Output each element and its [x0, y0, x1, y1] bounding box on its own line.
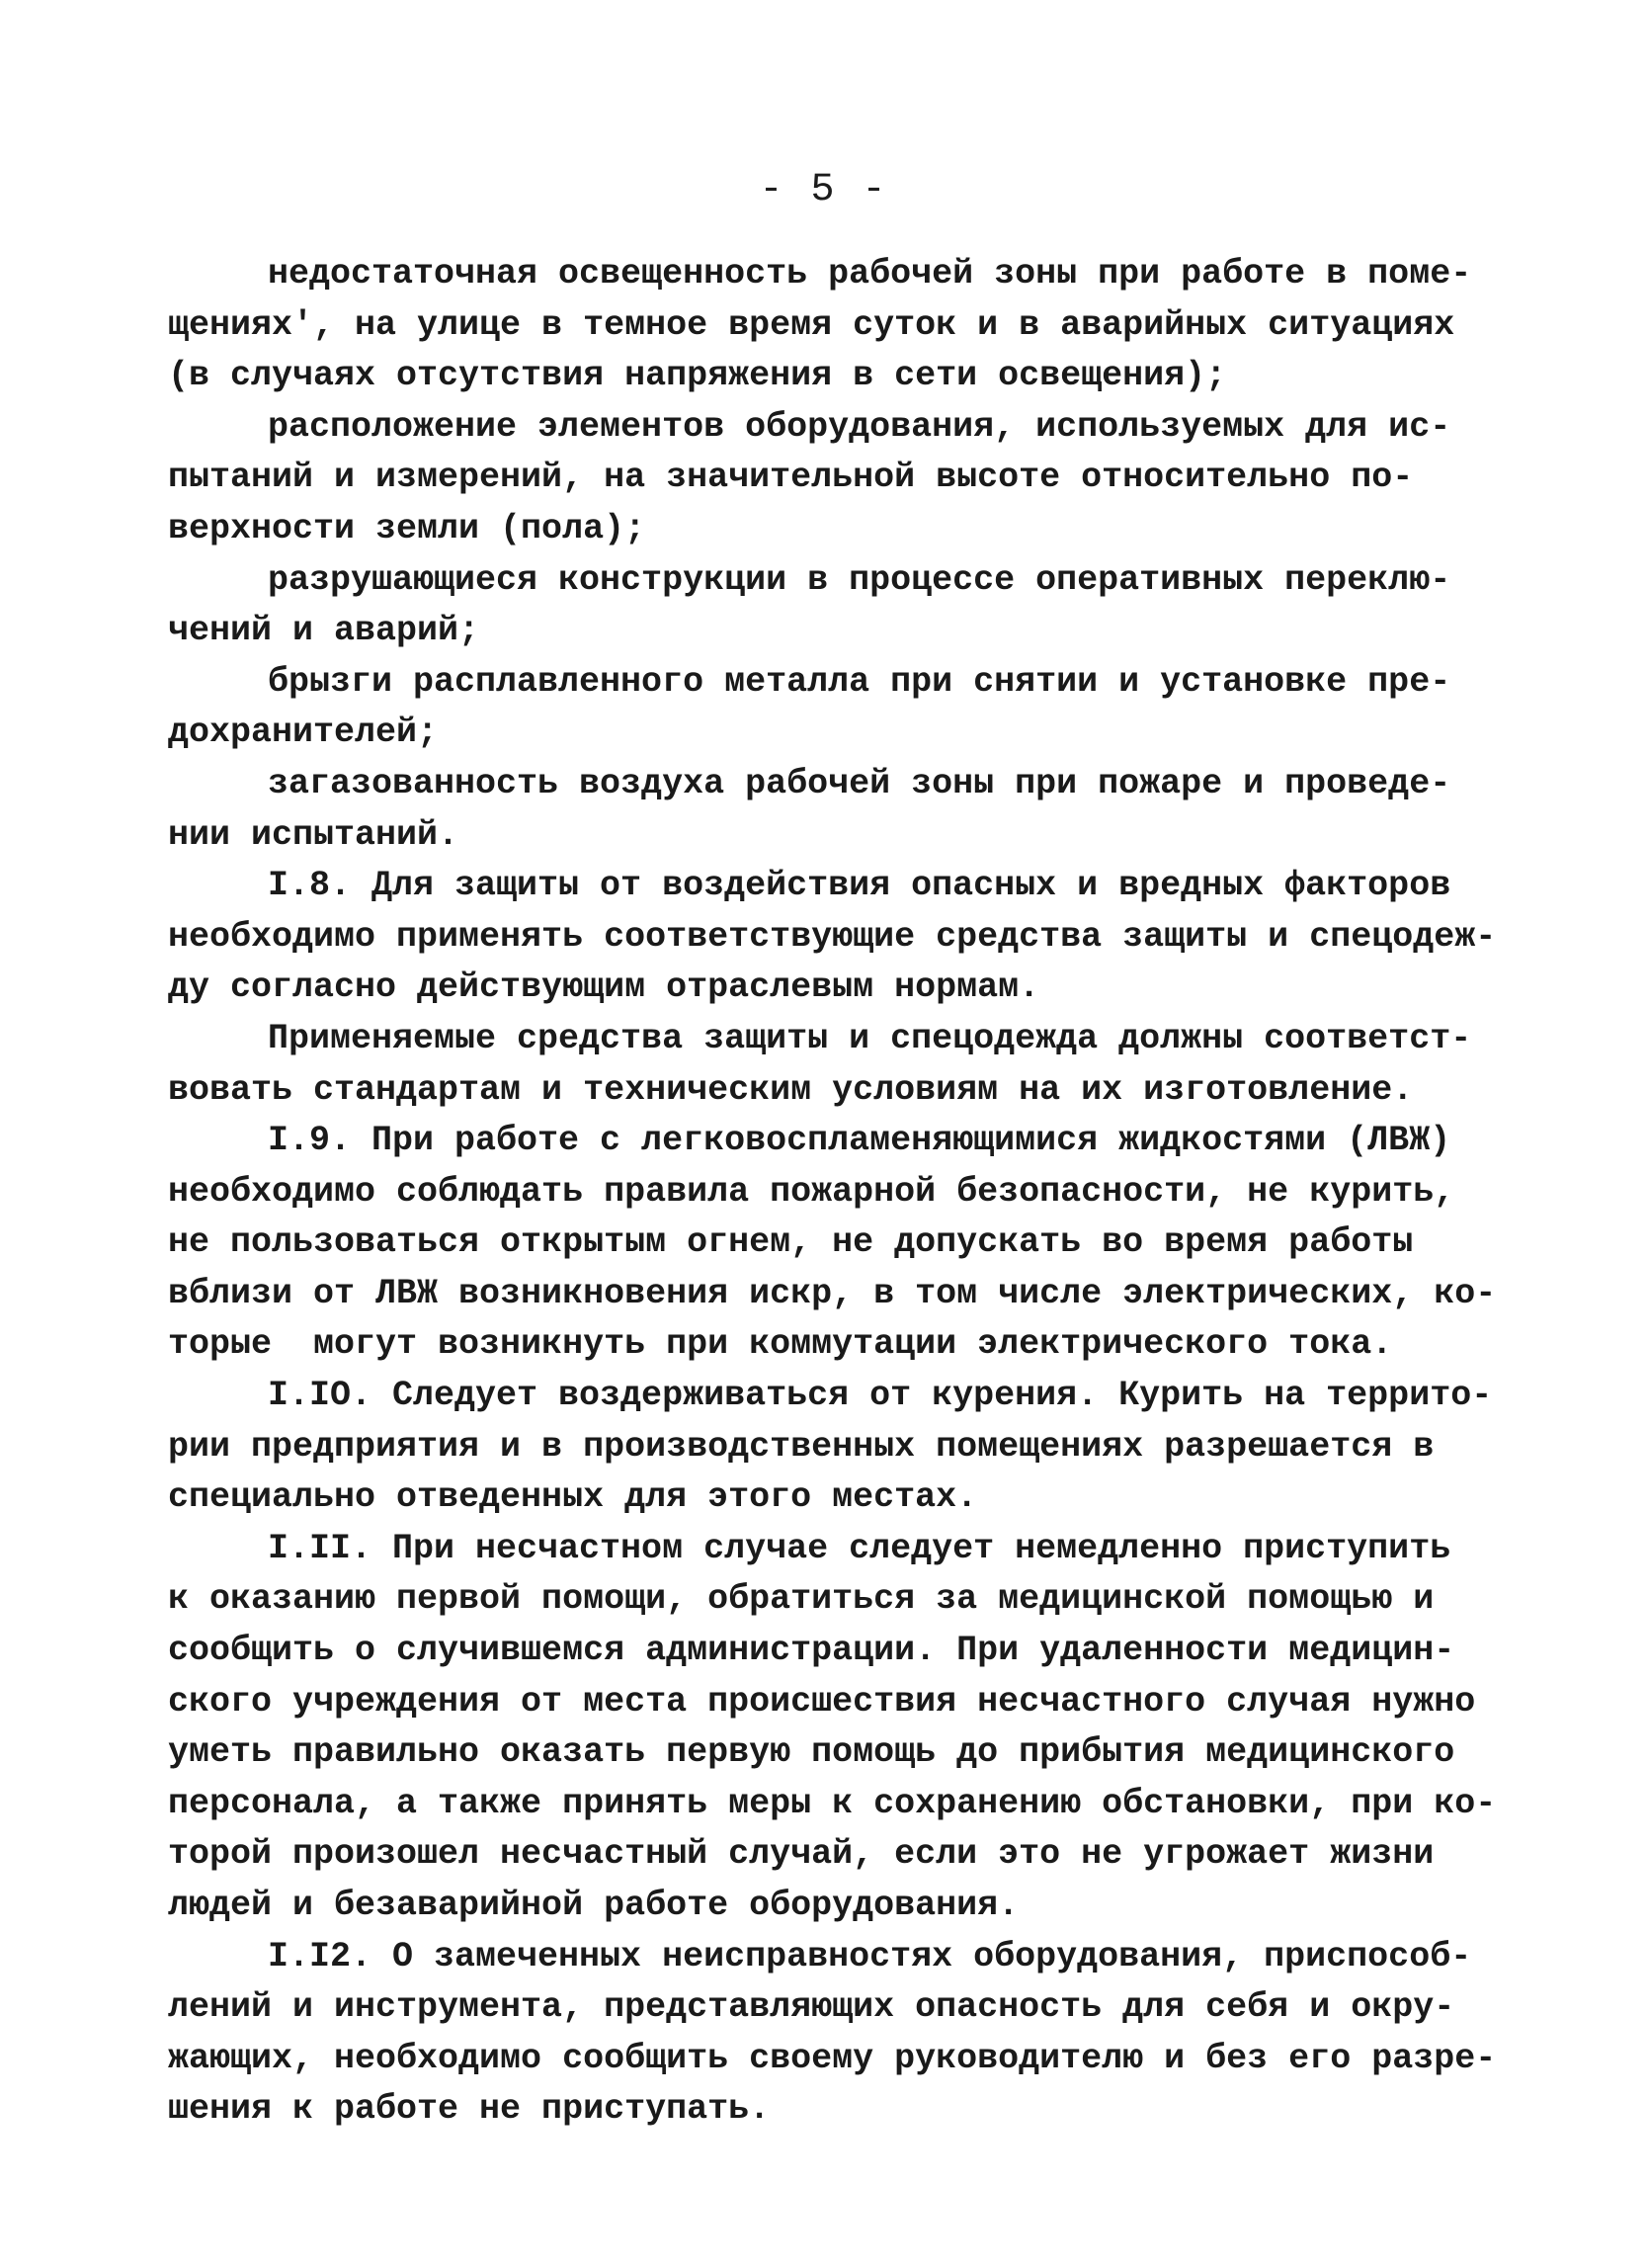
text-line: вовать стандартам и техническим условиям на их изготовление. — [168, 1069, 1414, 1110]
text-line: верхности земли (пола); — [168, 508, 646, 548]
text-line: ского учреждения от места происшествия несчастного случая нужно — [168, 1681, 1476, 1722]
text-line: торой произошел несчастный случай, если это не угрожает жизни — [168, 1834, 1435, 1875]
page-number: - 5 - — [759, 168, 888, 212]
text-line: шения к работе не приступать. — [168, 2089, 771, 2130]
text-line: людей и безаварийной работе оборудования. — [168, 1886, 1020, 1925]
text-line: сообщить о случившемся администрации. При удаленности медицин- — [168, 1631, 1455, 1671]
text-line: загазованность воздуха рабочей зоны при пожаре и проведе- — [268, 763, 1451, 803]
text-line: рии предприятия и в производственных помещениях разрешается в — [168, 1426, 1435, 1467]
text-line: брызги расплавленного металла при снятии и установке пре- — [268, 661, 1451, 702]
text-line: I.9. При работе с легковоспламеняющимися жидкостями (ЛВЖ) — [268, 1121, 1451, 1161]
text-line: необходимо соблюдать правила пожарной безопасности, не курить, — [168, 1171, 1455, 1212]
text-line: пытаний и измерений, на значительной высоте относительно по- — [168, 458, 1414, 498]
text-line: необходимо применять соответствующие средства защиты и спецодеж- — [168, 916, 1497, 957]
text-line: дохранителей; — [168, 713, 439, 753]
text-line: уметь правильно оказать первую помощь до прибытия медицинского — [168, 1732, 1455, 1773]
text-line: недостаточная освещенность рабочей зоны при работе в поме- — [268, 254, 1472, 294]
body-text — [168, 249, 1522, 2136]
text-line: к оказанию первой помощи, обратиться за медицинской помощью и — [168, 1579, 1435, 1620]
text-line: жающих, необходимо сообщить своему руководителю и без его разре- — [168, 2038, 1497, 2078]
text-line: I.II. При несчастном случае следует немедленно приступить — [268, 1528, 1451, 1568]
text-line: торые могут возникнуть при коммутации электрического тока. — [168, 1324, 1393, 1365]
text-line: (в случаях отсутствия напряжения в сети освещения); — [168, 356, 1227, 396]
text-line: Применяемые средства защиты и спецодежда должны соответст- — [268, 1018, 1472, 1058]
text-line: вблизи от ЛВЖ возникновения искр, в том числе электрических, ко- — [168, 1273, 1497, 1313]
text-line: I.8. Для защиты от воздействия опасных и вредных факторов — [268, 866, 1451, 906]
text-line: лений и инструмента, представляющих опасность для себя и окру- — [168, 1987, 1455, 2028]
text-line: I.IO. Следует воздерживаться от курения. Курить на террито- — [268, 1376, 1493, 1416]
text-line: разрушающиеся конструкции в процессе оперативных переклю- — [268, 559, 1451, 600]
text-line: I.I2. О замеченных неисправностях оборудования, приспособ- — [268, 1936, 1472, 1976]
text-line: нии испытаний. — [168, 814, 459, 855]
text-line: персонала, а также принять меры к сохранению обстановки, при ко- — [168, 1783, 1497, 1823]
text-line: расположение элементов оборудования, используемых для ис- — [268, 406, 1451, 447]
text-line: ду согласно действующим отраслевым нормам. — [168, 967, 1040, 1008]
text-line: щениях', на улице в темное время суток и в аварийных ситуациях — [168, 304, 1455, 345]
text-line: не пользоваться открытым огнем, не допускать во время работы — [168, 1222, 1414, 1263]
text-line: специально отведенных для этого местах. — [168, 1477, 978, 1518]
text-line: чений и аварий; — [168, 611, 480, 651]
